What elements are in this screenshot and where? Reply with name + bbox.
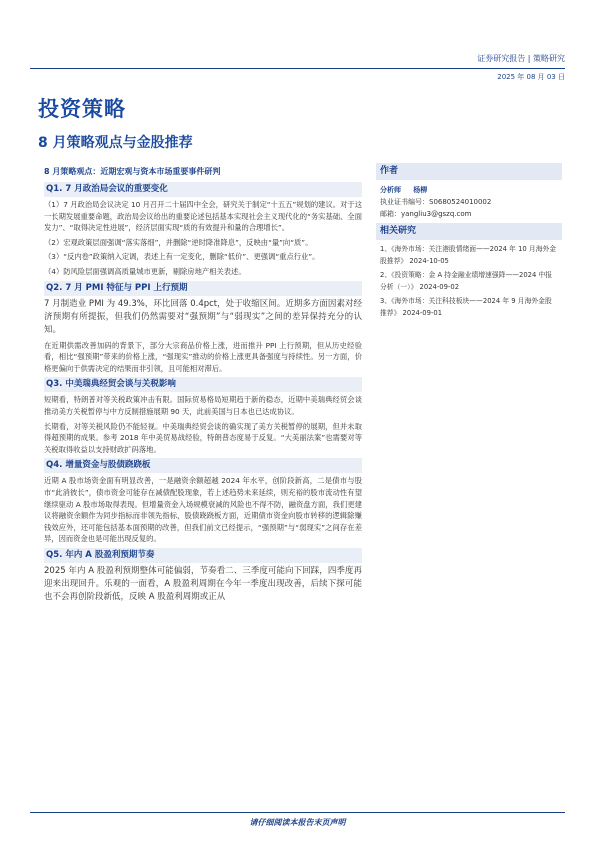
q1-heading: Q1. 7 月政治局会议的重要变化 <box>44 182 362 197</box>
q4-paragraph-1: 近期 A 股市场资金面有明显改善，一是融资余额超越 2024 年水平，创阶段新高，二是债市与股市“此消彼长”，债市资金可能存在减债配股现象，若上述趋势未来延续，则充裕的股市流动性有望继续驱动 A 股市场取得表现。但增量资金入场规模衰减的风险也不得不防，融资盘方面，我们更建议将融资余额作为同步指标而非领先指标，股债跷跷板方面，近期债市资金向股市转移的逻辑除赚钱效应外，还可能包括基本面预期的改善，但我们前文已经提示，“强预期”与“弱现实”之间存在差异，因而资金也是可能出现反复的。 <box>44 476 362 544</box>
related-item[interactable]: 1、《海外市场：关注港股情绪面——2024 年 10 月海外金股推荐》 2024-10-05 <box>380 245 557 265</box>
q1-paragraph-2: （2）宏观政策层面强调“落实落细”，并删除“逆时降准降息”，反映由“量”向“质”。 <box>44 237 313 247</box>
q2-paragraph-1: 7 月制造业 PMI 为 49.3%，环比回落 0.4pct，处于收缩区间。近期多方面因素对经济预期有所提振，但我们仍然需要对“强预期”与“弱现实”之间的差异保持充分的认知。 <box>44 298 362 335</box>
page-title: 投资策略 <box>38 97 126 121</box>
sidebar <box>376 163 562 324</box>
page-subtitle: 8 月策略观点与金股推荐 <box>38 135 193 151</box>
q1-paragraph-3: （3）“反内卷”政策纳入定调，表述上有一定变化，删除“低价”、更强调“重点行业”。 <box>44 252 320 262</box>
q5-paragraph-1: 2025 年内 A 股盈利预期整体可能偏弱，节奏看二、三季度可能向下回踩，四季度再迎来出现回升。乐观的一面看，A 股盈利周期在今年一季度出现改善，后续下探可能也不会再创阶段新低，反映 A 股盈利周期或正从 <box>44 565 362 602</box>
report-category: 证券研究报告 | 策略研究 <box>477 54 565 63</box>
q2-paragraph-2: 在近期供需改善加码的背景下，部分大宗商品价格上涨，进而推升 PPI 上行预期，但从历史经验看，相比“强预期”带来的价格上涨，“强现实”推动的价格上涨更具备强度与持续性。另一方面，价格更偏向于供需决定的结果而非引领，且可能相对滞后。 <box>44 340 362 373</box>
q1-paragraph-4: （4）防风险层面强调高质量城市更新，剔除房地产相关表述。 <box>44 266 246 276</box>
q3-paragraph-2: 长期看，对等关税风险仍不能轻视。中美瑞典经贸会谈的确实现了美方关税暂停的展期，但并未取得超预期的成果。参考 2018 年中美贸易战经验，特朗普态度易于反复。“大美丽法案”也需要对等关税取得收益以支持财政扩码落地。 <box>44 421 362 454</box>
q3-heading: Q3. 中美瑞典经贸会谈与关税影响 <box>44 377 362 392</box>
related-item[interactable]: 3、《海外市场：关注科技板块——2024 年 9 月海外金股推荐》 2024-09-01 <box>380 297 552 317</box>
q1-paragraph-1: （1）7 月政治局会议决定 10 月召开二十届四中全会，研究关于制定“十五五”规划的建议。对于这一长期发展重要命题，政治局会议给出的重要论述包括基本实现社会主义现代化的“务实基础、全面发力”、“取得决定性进展”，经济层面实现“质的有效提升和量的合理增长”。 <box>44 200 362 233</box>
author-role: 分析师 <box>380 186 401 194</box>
q3-paragraph-1: 短期看，特朗普对等关税政策冲击有限。国际贸易格局短期趋于新的稳态，近期中美瑞典经贸会谈推动美方关税暂停与中方反制措施展期 90 天，此前美国与日本也已达成协议。 <box>44 395 362 416</box>
report-date: 2025 年 08 月 03 日 <box>497 73 565 81</box>
author-name: 杨柳 <box>413 186 428 194</box>
author-block <box>376 180 562 223</box>
authors-title: 作者 <box>376 163 562 180</box>
q2-heading: Q2. 7 月 PMI 特征与 PPI 上行预期 <box>44 281 362 296</box>
author-email[interactable]: 邮箱：yangliu3@gszq.com <box>380 210 472 218</box>
related-title: 相关研究 <box>376 223 562 240</box>
main-content <box>44 164 362 607</box>
lead-heading: 8 月策略观点：近期宏观与资本市场重要事件研判 <box>44 167 221 176</box>
q4-heading: Q4. 增量资金与股债跷跷板 <box>44 458 362 473</box>
header-divider <box>30 68 565 69</box>
author-cert: 执业证书编号：S0680524010002 <box>380 198 492 206</box>
related-list <box>376 240 562 324</box>
related-item[interactable]: 2、《投资策略：金 A 持金融业绩增速强降——2024 中报分析（一）》 2024-09-02 <box>380 271 553 291</box>
footer-disclaimer: 请仔细阅读本报告末页声明 <box>30 812 565 828</box>
q5-heading: Q5. 年内 A 股盈利预期节奏 <box>44 548 362 563</box>
